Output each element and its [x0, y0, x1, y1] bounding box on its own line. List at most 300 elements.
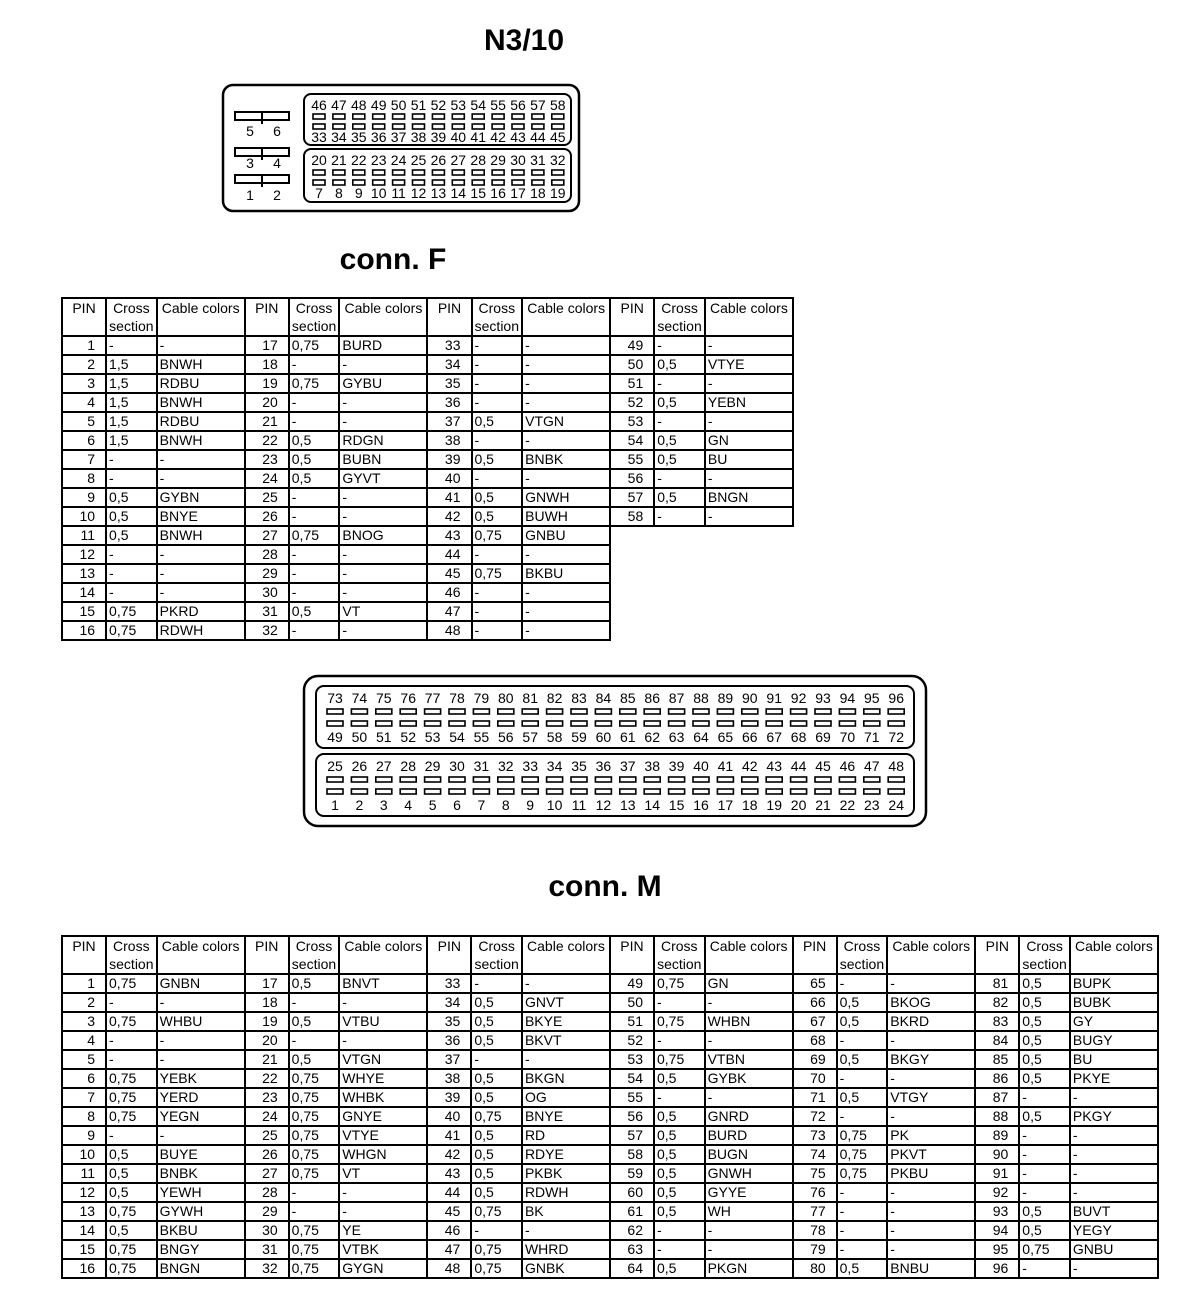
pin-number: 1 — [62, 336, 106, 355]
cable-color-cell: BUGN — [705, 1145, 793, 1164]
power-pin-label: 3 — [246, 155, 254, 171]
header-pin: PIN — [427, 298, 471, 336]
cable-color-cell: - — [339, 412, 427, 431]
pin-label: 7 — [315, 185, 323, 201]
table-row — [62, 1126, 1158, 1145]
pin-socket — [473, 789, 489, 794]
pin-label: 94 — [839, 690, 856, 706]
pin-socket — [492, 170, 504, 175]
pin-label: 39 — [430, 129, 447, 145]
cross-section-cell: 0,5 — [106, 507, 157, 526]
pin-socket — [815, 721, 831, 726]
cross-section-cell: 0,5 — [654, 1202, 705, 1221]
table-row — [62, 1145, 1158, 1164]
pin-label: 46 — [311, 97, 327, 113]
pin-label: 37 — [390, 129, 407, 145]
pin-socket — [432, 114, 444, 119]
pin-label: 15 — [668, 797, 685, 813]
cable-color-cell: BURD — [705, 1126, 793, 1145]
pin-number: 80 — [793, 1259, 837, 1278]
cable-color-cell: BNWH — [157, 526, 245, 545]
pin-label: 49 — [327, 729, 343, 745]
cross-section-cell: 0,75 — [472, 526, 523, 545]
cable-color-cell: GYBK — [705, 1069, 793, 1088]
cross-section-cell: 0,75 — [106, 621, 157, 640]
empty-cell — [705, 526, 793, 545]
pin-number: 15 — [62, 1240, 106, 1259]
cable-color-cell: BUBK — [1070, 993, 1158, 1012]
pin-number: 23 — [245, 1088, 289, 1107]
table-row — [62, 336, 793, 355]
pin-number: 16 — [62, 1259, 106, 1278]
cable-color-cell: - — [157, 450, 245, 469]
pin-socket — [766, 721, 782, 726]
pin-socket — [472, 180, 484, 185]
pin-number: 79 — [793, 1240, 837, 1259]
header-pin: PIN — [610, 298, 654, 336]
pin-label: 48 — [351, 97, 367, 113]
cable-color-cell: GNYE — [339, 1107, 427, 1126]
pin-label: 47 — [864, 758, 880, 774]
cross-section-cell: 0,75 — [106, 1069, 157, 1088]
cable-color-cell: WHYE — [339, 1069, 427, 1088]
pin-label: 29 — [424, 758, 441, 774]
cable-color-cell: WHBK — [339, 1088, 427, 1107]
pin-socket — [492, 180, 504, 185]
pin-number: 4 — [62, 1031, 106, 1050]
pin-label: 62 — [644, 729, 660, 745]
cable-color-cell: BNBK — [522, 450, 610, 469]
cable-color-cell: - — [705, 1221, 793, 1240]
cross-section-cell: 0,5 — [289, 602, 340, 621]
pin-socket — [669, 721, 685, 726]
pin-number: 81 — [975, 974, 1019, 993]
cable-color-cell: GNBU — [522, 526, 610, 545]
cross-section-cell: 0,75 — [654, 1012, 705, 1031]
pin-socket — [888, 709, 904, 714]
cable-color-cell: GNBU — [1070, 1240, 1158, 1259]
pin-label: 4 — [404, 797, 413, 813]
cable-color-cell: GN — [705, 974, 793, 993]
pin-number: 93 — [975, 1202, 1019, 1221]
cross-section-cell: 0,75 — [106, 1259, 157, 1278]
pin-label: 58 — [550, 97, 566, 113]
cross-section-cell: 0,5 — [471, 1031, 522, 1050]
table-row — [62, 412, 793, 431]
pin-number: 52 — [610, 393, 654, 412]
pin-socket — [547, 789, 563, 794]
pin-socket — [620, 777, 636, 782]
cross-section-cell: 0,75 — [289, 1145, 340, 1164]
pin-number: 32 — [245, 621, 289, 640]
pin-socket — [400, 721, 416, 726]
pin-label: 2 — [355, 797, 364, 813]
pin-label: 18 — [530, 185, 546, 201]
cable-color-cell: - — [1070, 1126, 1158, 1145]
pin-number: 56 — [610, 469, 654, 488]
cross-section-cell: 0,5 — [106, 526, 157, 545]
cross-section-cell: - — [106, 583, 157, 602]
pin-number: 13 — [62, 564, 106, 583]
cable-color-cell: PKGN — [705, 1259, 793, 1278]
cable-color-cell: PK — [887, 1126, 975, 1145]
cable-color-cell: - — [339, 621, 427, 640]
pin-number: 37 — [427, 412, 471, 431]
header-cable-colors: Cable colors — [157, 936, 245, 974]
pin-number: 34 — [427, 355, 471, 374]
cable-color-cell: - — [887, 1183, 975, 1202]
pin-socket — [333, 124, 345, 129]
pin-number: 85 — [975, 1050, 1019, 1069]
pin-label: 42 — [490, 129, 506, 145]
pin-socket — [373, 124, 385, 129]
pin-socket — [571, 709, 587, 714]
connector-m-title: conn. M — [548, 870, 662, 903]
cross-section-cell: 0,75 — [654, 1050, 705, 1069]
table-row — [62, 431, 793, 450]
cable-color-cell: - — [157, 564, 245, 583]
empty-cell — [705, 545, 793, 564]
cable-color-cell: - — [157, 583, 245, 602]
cable-color-cell: - — [522, 545, 610, 564]
pin-label: 53 — [450, 97, 467, 113]
cable-color-cell: BUYE — [157, 1145, 245, 1164]
cross-section-cell: - — [472, 336, 523, 355]
pin-number: 26 — [245, 507, 289, 526]
empty-cell — [654, 526, 705, 545]
pin-socket — [864, 777, 880, 782]
empty-cell — [705, 583, 793, 602]
empty-cell — [610, 621, 654, 640]
cross-section-cell: - — [289, 1031, 340, 1050]
pin-label: 36 — [370, 129, 387, 145]
table-row — [62, 1012, 1158, 1031]
pin-number: 31 — [245, 602, 289, 621]
pin-number: 28 — [245, 1183, 289, 1202]
cross-section-cell: - — [289, 1183, 340, 1202]
pin-label: 12 — [595, 797, 612, 813]
pin-label: 54 — [449, 729, 465, 745]
cable-color-cell: BNBU — [887, 1259, 975, 1278]
cable-color-cell: PKBU — [887, 1164, 975, 1183]
pin-socket — [552, 114, 564, 119]
cross-section-cell: 0,5 — [472, 507, 523, 526]
pin-number: 22 — [245, 1069, 289, 1088]
cross-section-cell: 0,5 — [471, 1164, 522, 1183]
cable-color-cell: - — [1070, 1145, 1158, 1164]
pin-label: 28 — [400, 758, 416, 774]
cable-color-cell: - — [887, 974, 975, 993]
pin-label: 14 — [644, 797, 660, 813]
pin-socket — [742, 777, 758, 782]
pin-label: 51 — [410, 97, 427, 113]
pin-socket — [449, 721, 465, 726]
pin-number: 68 — [793, 1031, 837, 1050]
pin-socket — [351, 789, 367, 794]
cross-section-cell: - — [289, 583, 340, 602]
pin-number: 41 — [427, 1126, 471, 1145]
cross-section-cell: - — [289, 564, 340, 583]
cross-section-cell: 0,75 — [289, 1069, 340, 1088]
pin-number: 3 — [62, 1012, 106, 1031]
cable-color-cell: BKRD — [887, 1012, 975, 1031]
header-cable-colors: Cable colors — [339, 298, 427, 336]
pin-number: 39 — [427, 450, 471, 469]
pin-label: 44 — [530, 129, 546, 145]
cable-color-cell: RDYE — [522, 1145, 610, 1164]
pin-socket — [839, 709, 855, 714]
pin-label: 12 — [410, 185, 427, 201]
pin-number: 48 — [427, 621, 471, 640]
pin-socket — [552, 170, 564, 175]
cross-section-cell: - — [289, 488, 340, 507]
connector-f-diagram — [220, 82, 582, 214]
pin-socket — [353, 170, 365, 175]
table-row — [62, 1069, 1158, 1088]
cable-color-cell: BNYE — [157, 507, 245, 526]
pin-socket — [552, 124, 564, 129]
cable-color-cell: WHRD — [522, 1240, 610, 1259]
pin-socket — [522, 721, 538, 726]
pin-label: 10 — [370, 185, 387, 201]
cable-color-cell: VTGN — [339, 1050, 427, 1069]
pin-number: 65 — [793, 974, 837, 993]
pin-label: 40 — [450, 129, 467, 145]
header-cross-section: Cross section — [1019, 936, 1070, 974]
pin-label: 78 — [449, 690, 465, 706]
cross-section-cell: - — [837, 974, 888, 993]
pin-number: 29 — [245, 564, 289, 583]
cross-section-cell: 0,5 — [654, 488, 705, 507]
cable-color-cell: GNWH — [705, 1164, 793, 1183]
cross-section-cell: 0,5 — [654, 431, 705, 450]
pin-label: 96 — [888, 690, 904, 706]
cable-color-cell: GYWH — [157, 1202, 245, 1221]
pin-label: 33 — [522, 758, 538, 774]
pin-number: 14 — [62, 1221, 106, 1240]
pin-socket — [425, 789, 441, 794]
pin-number: 40 — [427, 1107, 471, 1126]
pin-socket — [492, 114, 504, 119]
cable-color-cell: WHBN — [705, 1012, 793, 1031]
cable-color-cell: GNBN — [157, 974, 245, 993]
cable-color-cell: - — [157, 545, 245, 564]
table-row — [62, 1240, 1158, 1259]
cross-section-cell: 0,75 — [837, 1145, 888, 1164]
pin-socket — [693, 777, 709, 782]
cross-section-cell: 0,75 — [106, 1012, 157, 1031]
cross-section-cell: 0,5 — [472, 450, 523, 469]
cross-section-cell: 0,75 — [471, 1240, 522, 1259]
pin-socket — [644, 777, 660, 782]
table-row — [62, 374, 793, 393]
pin-number: 6 — [62, 1069, 106, 1088]
empty-cell — [654, 602, 705, 621]
pin-number: 36 — [427, 1031, 471, 1050]
pin-label: 67 — [766, 729, 782, 745]
pin-label: 7 — [477, 797, 486, 813]
pin-socket — [449, 709, 465, 714]
pin-socket — [766, 709, 782, 714]
pin-label: 31 — [530, 152, 546, 168]
cross-section-cell: - — [654, 412, 705, 431]
pin-number: 12 — [62, 1183, 106, 1202]
pin-label: 69 — [815, 729, 831, 745]
cable-color-cell: RDBU — [157, 412, 245, 431]
pin-socket — [313, 170, 325, 175]
pin-number: 19 — [245, 1012, 289, 1031]
pin-number: 75 — [793, 1164, 837, 1183]
cross-section-cell: 0,5 — [471, 1145, 522, 1164]
cross-section-cell: - — [472, 469, 523, 488]
header-cross-section: Cross section — [289, 936, 340, 974]
pin-socket — [669, 709, 685, 714]
pin-label: 20 — [790, 797, 807, 813]
cable-color-cell: GYVT — [339, 469, 427, 488]
cable-color-cell: BNGY — [157, 1240, 245, 1259]
pin-number: 54 — [610, 431, 654, 450]
pin-label: 24 — [390, 152, 407, 168]
cross-section-cell: 0,5 — [1019, 1050, 1070, 1069]
cross-section-cell: - — [654, 469, 705, 488]
cross-section-cell: 0,75 — [1019, 1240, 1070, 1259]
pin-label: 21 — [331, 152, 347, 168]
pin-label: 70 — [839, 729, 856, 745]
pin-number: 38 — [427, 431, 471, 450]
pin-number: 45 — [427, 1202, 471, 1221]
pin-label: 56 — [510, 97, 526, 113]
cable-color-cell: OG — [522, 1088, 610, 1107]
cross-section-cell: 0,5 — [289, 469, 340, 488]
cable-color-cell: BU — [705, 450, 793, 469]
pin-label: 53 — [424, 729, 441, 745]
connector-m-diagram — [302, 674, 928, 828]
pin-socket — [595, 789, 611, 794]
cross-section-cell: - — [472, 602, 523, 621]
pin-label: 49 — [370, 97, 387, 113]
table-row — [62, 1183, 1158, 1202]
cable-color-cell: - — [522, 583, 610, 602]
cable-color-cell: BNVT — [339, 974, 427, 993]
power-pin-label: 5 — [246, 123, 254, 139]
pin-socket — [888, 777, 904, 782]
pin-socket — [717, 709, 733, 714]
cross-section-cell: - — [289, 412, 340, 431]
cross-section-cell: - — [106, 1031, 157, 1050]
pin-label: 81 — [522, 690, 538, 706]
pin-socket — [693, 789, 709, 794]
pin-number: 38 — [427, 1069, 471, 1088]
pin-label: 17 — [510, 185, 526, 201]
header-cable-colors: Cable colors — [522, 298, 610, 336]
cross-section-cell: 0,5 — [1019, 1069, 1070, 1088]
cross-section-cell: 0,5 — [106, 488, 157, 507]
connector-housing — [304, 676, 926, 826]
cross-section-cell: - — [106, 993, 157, 1012]
pin-label: 3 — [379, 797, 388, 813]
pin-socket — [327, 709, 343, 714]
pin-label: 42 — [742, 758, 758, 774]
pin-number: 25 — [245, 1126, 289, 1145]
cross-section-cell: 0,5 — [1019, 1012, 1070, 1031]
pin-number: 62 — [610, 1221, 654, 1240]
cable-color-cell: BNGN — [705, 488, 793, 507]
pin-number: 26 — [245, 1145, 289, 1164]
pin-socket — [693, 721, 709, 726]
pin-label: 74 — [351, 690, 368, 706]
pin-label: 44 — [790, 758, 807, 774]
power-pin-label: 2 — [273, 187, 281, 203]
table-row — [62, 602, 793, 621]
pin-number: 44 — [427, 1183, 471, 1202]
pin-socket — [472, 124, 484, 129]
pin-number: 5 — [62, 412, 106, 431]
pin-socket — [353, 180, 365, 185]
pin-label: 51 — [376, 729, 392, 745]
pin-label: 22 — [351, 152, 367, 168]
cross-section-cell: 0,5 — [106, 1145, 157, 1164]
cable-color-cell: - — [157, 1126, 245, 1145]
cable-color-cell: GY — [1070, 1012, 1158, 1031]
cable-color-cell: BNWH — [157, 431, 245, 450]
pin-socket — [742, 789, 758, 794]
pin-number: 71 — [793, 1088, 837, 1107]
pin-socket — [864, 789, 880, 794]
cross-section-cell: 0,75 — [471, 1259, 522, 1278]
pin-number: 3 — [62, 374, 106, 393]
cable-color-cell: - — [1070, 1259, 1158, 1278]
cross-section-cell: 0,5 — [654, 1164, 705, 1183]
cable-color-cell: YEBN — [705, 393, 793, 412]
pin-number: 46 — [427, 583, 471, 602]
pin-label: 13 — [430, 185, 447, 201]
pin-number: 37 — [427, 1050, 471, 1069]
cross-section-cell: 0,5 — [1019, 993, 1070, 1012]
empty-cell — [705, 564, 793, 583]
pin-socket — [376, 721, 392, 726]
cable-color-cell: - — [339, 355, 427, 374]
cross-section-cell: - — [654, 336, 705, 355]
pin-socket — [522, 709, 538, 714]
cable-color-cell: - — [157, 1050, 245, 1069]
cross-section-cell: - — [472, 431, 523, 450]
cable-color-cell: BKBU — [522, 564, 610, 583]
cable-color-cell: GNWH — [522, 488, 610, 507]
pin-socket — [512, 124, 524, 129]
pin-number: 6 — [62, 431, 106, 450]
pin-socket — [532, 124, 544, 129]
header-cable-colors: Cable colors — [705, 298, 793, 336]
cross-section-cell: 0,5 — [471, 993, 522, 1012]
pin-socket — [425, 709, 441, 714]
cable-color-cell: GNVT — [522, 993, 610, 1012]
cross-section-cell: - — [472, 583, 523, 602]
pin-label: 55 — [490, 97, 506, 113]
pin-socket — [452, 180, 464, 185]
cross-section-cell: - — [1019, 1183, 1070, 1202]
pin-label: 64 — [693, 729, 709, 745]
pin-number: 47 — [427, 602, 471, 621]
pin-socket — [571, 777, 587, 782]
pin-number: 12 — [62, 545, 106, 564]
pin-socket — [393, 124, 405, 129]
pin-socket — [473, 721, 489, 726]
pin-label: 75 — [376, 690, 392, 706]
pin-number: 72 — [793, 1107, 837, 1126]
cross-section-cell: 0,75 — [837, 1126, 888, 1145]
pin-label: 8 — [501, 797, 510, 813]
pin-socket — [742, 709, 758, 714]
